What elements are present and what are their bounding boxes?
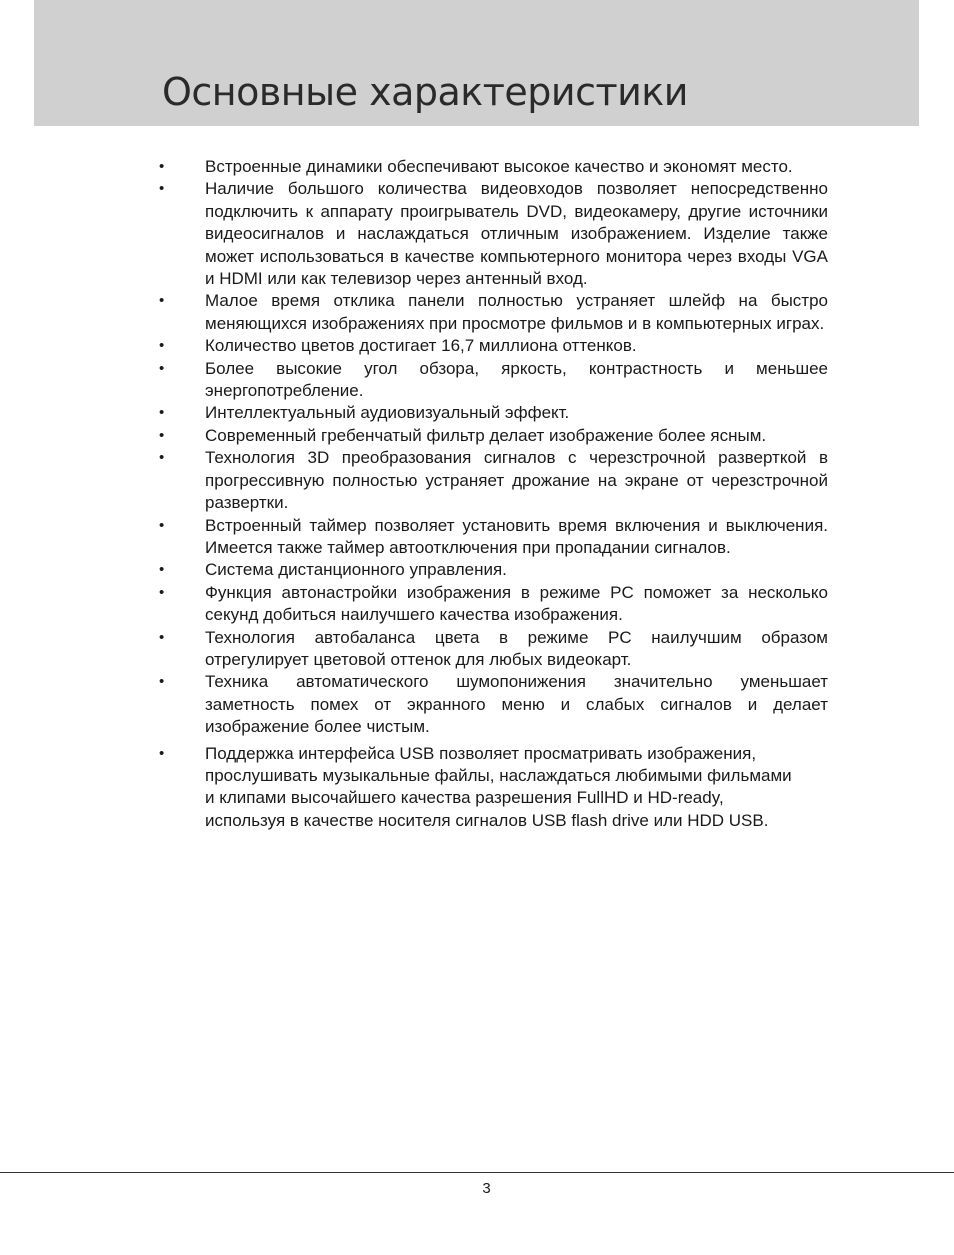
- list-item: [150, 290, 828, 335]
- list-item: [150, 671, 828, 738]
- bullet-icon: •: [159, 158, 165, 175]
- list-item: [150, 178, 828, 290]
- feature-text: Система дистанционного управления.: [205, 560, 507, 580]
- footer-divider: [0, 1172, 954, 1173]
- bullet-icon: •: [159, 337, 165, 355]
- page-number: 3: [482, 1180, 491, 1197]
- bullet-icon: •: [159, 583, 165, 601]
- feature-text: Техника автоматического шумопонижения значительно уменьшает заметность помех от экранного меню и слабых сигналов и делает изображение более чистым.: [205, 672, 828, 737]
- bullet-icon: •: [159, 426, 165, 444]
- list-item: [150, 559, 828, 581]
- feature-text: Технология 3D преобразования сигналов с черезстрочной разверткой в прогрессивную полностью устраняет дрожание на экране от черезстрочной развертки.: [205, 448, 828, 513]
- bullet-icon: •: [159, 628, 165, 646]
- feature-text: Наличие большого количества видеовходов позволяет непосредственно подключить к аппарату проигрыватель DVD, видеокамеру, другие источники видеосигналов и наслаждаться отличным изображением. Изделие также может использоваться в качестве компьютерного монитора через входы VGA и HDMI или как телевизор через антенный вход.: [205, 179, 828, 289]
- list-item: [150, 425, 828, 447]
- page-title: Основные характеристики: [162, 70, 688, 114]
- bullet-icon: •: [159, 744, 165, 762]
- list-item: [150, 402, 828, 424]
- list-item: [150, 627, 828, 672]
- list-item: [150, 358, 828, 403]
- feature-text-line: используя в качестве носителя сигналов USB flash drive или HDD USB.: [205, 810, 769, 830]
- feature-text: Количество цветов достигает 16,7 миллиона оттенков.: [205, 336, 637, 356]
- feature-text: Встроенные динамики обеспечивают высокое качество и экономят место.: [205, 157, 793, 176]
- feature-text: Малое время отклика панели полностью устраняет шлейф на быстро меняющихся изображениях при просмотре фильмов и в компьютерных играх.: [205, 291, 828, 333]
- bullet-icon: •: [159, 673, 165, 691]
- feature-text-line: прослушивать музыкальные файлы, наслаждаться любимыми фильмами: [205, 765, 792, 785]
- feature-text-line: Поддержка интерфейса USB позволяет просматривать изображения,: [205, 743, 757, 763]
- list-item: [150, 156, 828, 178]
- feature-text: Встроенный таймер позволяет установить время включения и выключения. Имеется также таймер автоотключения при пропадании сигналов.: [205, 515, 828, 557]
- bullet-icon: •: [159, 404, 165, 422]
- list-item: [150, 335, 828, 357]
- list-item-usb: [150, 743, 828, 833]
- bullet-icon: •: [159, 292, 165, 310]
- feature-text-line: и клипами высочайшего качества разрешения FullHD и HD-ready,: [205, 788, 724, 808]
- list-item: [150, 447, 828, 514]
- list-item: [150, 515, 828, 560]
- feature-text: Современный гребенчатый фильтр делает изображение более ясным.: [205, 425, 767, 445]
- bullet-icon: •: [159, 449, 165, 467]
- list-item: [150, 582, 828, 627]
- features-list: [150, 156, 828, 832]
- bullet-icon: •: [159, 359, 165, 377]
- feature-text: Более высокие угол обзора, яркость, контрастность и меньшее энергопотребление.: [205, 358, 828, 401]
- bullet-icon: •: [159, 180, 165, 198]
- bullet-icon: •: [159, 561, 165, 579]
- feature-text: Интеллектуальный аудиовизуальный эффект.: [205, 403, 570, 423]
- feature-text: Функция автонастройки изображения в режиме PC поможет за несколько секунд добиться наилучшего качества изображения.: [205, 582, 828, 625]
- bullet-icon: •: [159, 516, 165, 534]
- feature-text: Технология автобаланса цвета в режиме PC наилучшим образом отрегулирует цветовой оттенок для любых видеокарт.: [205, 627, 828, 669]
